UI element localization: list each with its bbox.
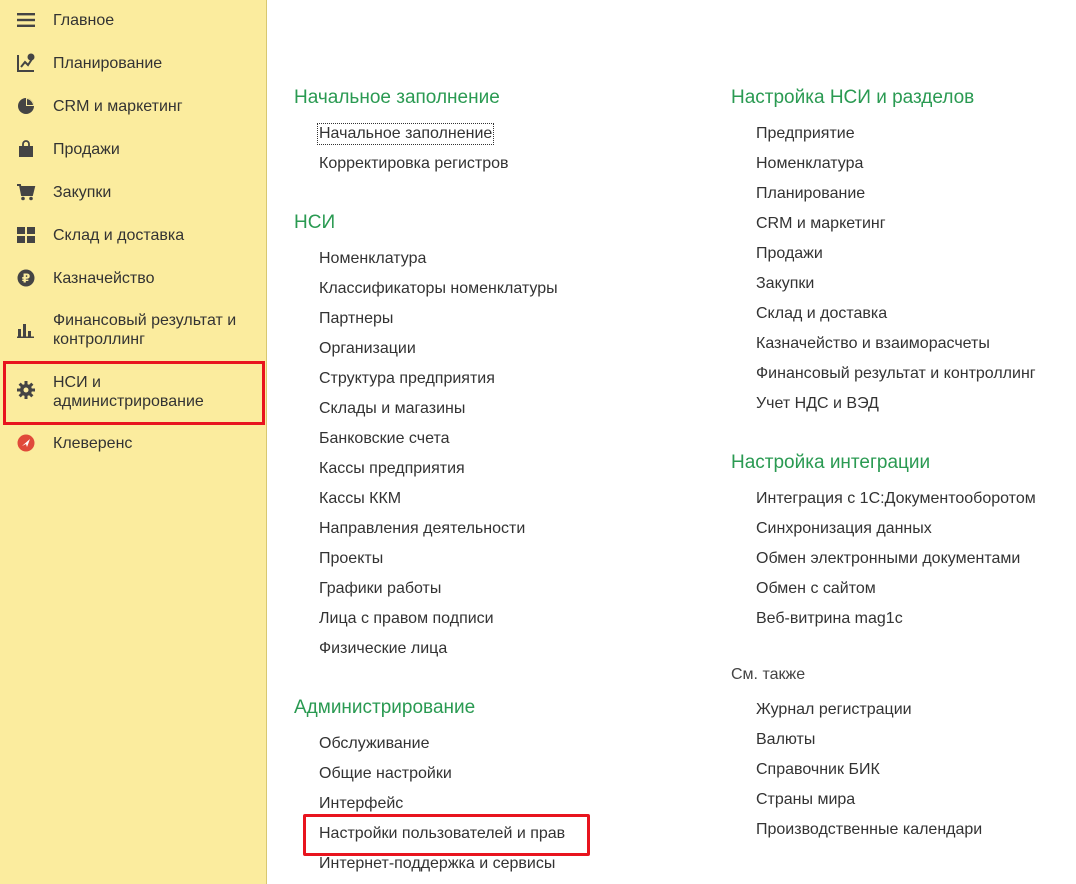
link-admin-interface[interactable]: Интерфейс — [319, 795, 404, 812]
link-setup-enterprise[interactable]: Предприятие — [756, 125, 855, 142]
link-integration-website[interactable]: Обмен с сайтом — [756, 580, 876, 597]
link-nsi-projects[interactable]: Проекты — [319, 550, 384, 567]
link-register-adjustment[interactable]: Корректировка регистров — [319, 155, 509, 172]
link-nsi-warehouses[interactable]: Склады и магазины — [319, 400, 466, 417]
planning-chart-icon — [16, 53, 36, 73]
link-nsi-kkm[interactable]: Кассы ККМ — [319, 490, 402, 507]
link-nsi-individuals[interactable]: Физические лица — [319, 640, 448, 657]
link-admin-users-rights[interactable]: Настройки пользователей и прав — [319, 825, 566, 842]
link-setup-sales[interactable]: Продажи — [756, 245, 823, 262]
sidebar-item-label: НСИ и администрирование — [53, 374, 204, 410]
sidebar-item-label: CRM и маркетинг — [53, 97, 183, 115]
sidebar-item-label: Продажи — [53, 140, 120, 158]
link-see-also-event-log[interactable]: Журнал регистрации — [756, 701, 912, 718]
link-see-also-calendars[interactable]: Производственные календари — [756, 821, 983, 838]
link-see-also-bik[interactable]: Справочник БИК — [756, 761, 880, 778]
link-setup-warehouse[interactable]: Склад и доставка — [756, 305, 888, 322]
link-nsi-nomenclature[interactable]: Номенклатура — [319, 250, 427, 267]
sidebar-item-label: Склад и доставка — [53, 226, 185, 244]
sidebar-item-label: Казначейство — [53, 269, 155, 287]
sidebar-item-main[interactable] — [0, 8, 267, 32]
main-content — [268, 0, 1076, 884]
bar-chart-icon — [16, 320, 36, 340]
shopping-bag-icon — [16, 139, 36, 159]
link-see-also-countries[interactable]: Страны мира — [756, 791, 856, 808]
section-title-admin: Администрирование — [294, 697, 476, 718]
sidebar-item-label: Планирование — [53, 54, 163, 72]
link-admin-general-settings[interactable]: Общие настройки — [319, 765, 452, 782]
sidebar-item-cleverence[interactable] — [0, 431, 267, 455]
cleverence-logo-icon — [16, 433, 36, 453]
link-nsi-activity-directions[interactable]: Направления деятельности — [319, 520, 526, 537]
link-setup-purchases[interactable]: Закупки — [756, 275, 815, 292]
link-setup-finance[interactable]: Финансовый результат и контроллинг — [756, 365, 1036, 382]
link-integration-sync[interactable]: Синхронизация данных — [756, 520, 932, 537]
section-title-initial: Начальное заполнение — [294, 87, 500, 108]
link-initial-fill[interactable]: Начальное заполнение — [319, 125, 493, 142]
warehouse-grid-icon — [16, 225, 36, 245]
link-see-also-currencies[interactable]: Валюты — [756, 731, 816, 748]
sidebar-item-label: Главное — [53, 11, 115, 29]
ruble-coin-icon — [16, 268, 36, 288]
link-nsi-structure[interactable]: Структура предприятия — [319, 370, 495, 387]
svg-text:₽: ₽ — [21, 271, 31, 286]
sidebar-item-label: Закупки — [53, 183, 112, 201]
link-setup-planning[interactable]: Планирование — [756, 185, 866, 202]
shopping-cart-icon — [16, 182, 36, 202]
sidebar-item-treasury[interactable] — [0, 266, 267, 290]
link-nsi-classifiers[interactable]: Классификаторы номенклатуры — [319, 280, 558, 297]
link-setup-crm[interactable]: CRM и маркетинг — [756, 215, 886, 232]
section-title-nsi: НСИ — [294, 212, 336, 233]
sidebar-item-purchases[interactable] — [0, 180, 267, 204]
link-nsi-signatories[interactable]: Лица с правом подписи — [319, 610, 494, 627]
link-integration-mag1c[interactable]: Веб-витрина mag1c — [756, 610, 903, 627]
link-integration-edi[interactable]: Обмен электронными документами — [756, 550, 1021, 567]
link-setup-vat[interactable]: Учет НДС и ВЭД — [756, 395, 879, 412]
sidebar-item-crm[interactable] — [0, 94, 267, 118]
sidebar-item-label: Финансовый результат и контроллинг — [53, 312, 237, 348]
link-setup-nomenclature[interactable]: Номенклатура — [756, 155, 864, 172]
link-integration-docflow[interactable]: Интеграция с 1С:Документооборотом — [756, 490, 1036, 507]
sidebar — [0, 0, 267, 884]
link-nsi-bank-accounts[interactable]: Банковские счета — [319, 430, 450, 447]
sidebar-item-finance[interactable] — [0, 309, 267, 351]
link-nsi-organizations[interactable]: Организации — [319, 340, 416, 357]
gear-icon — [16, 380, 36, 400]
section-title-see-also: См. также — [731, 666, 806, 683]
link-nsi-schedules[interactable]: Графики работы — [319, 580, 442, 597]
link-nsi-cash-desks[interactable]: Кассы предприятия — [319, 460, 465, 477]
link-nsi-partners[interactable]: Партнеры — [319, 310, 394, 327]
menu-lines-icon — [16, 10, 36, 30]
sidebar-item-label: Клеверенс — [53, 434, 133, 452]
sidebar-item-planning[interactable] — [0, 51, 267, 75]
link-admin-maintenance[interactable]: Обслуживание — [319, 735, 430, 752]
link-setup-treasury[interactable]: Казначейство и взаиморасчеты — [756, 335, 990, 352]
sidebar-item-nsi-admin[interactable] — [0, 367, 267, 419]
sidebar-item-sales[interactable] — [0, 137, 267, 161]
link-admin-internet-support[interactable]: Интернет-поддержка и сервисы — [319, 855, 556, 872]
section-title-nsi-setup: Настройка НСИ и разделов — [731, 87, 975, 108]
sidebar-item-warehouse[interactable] — [0, 223, 267, 247]
section-title-integration: Настройка интеграции — [731, 452, 931, 473]
pie-chart-icon — [16, 96, 36, 116]
